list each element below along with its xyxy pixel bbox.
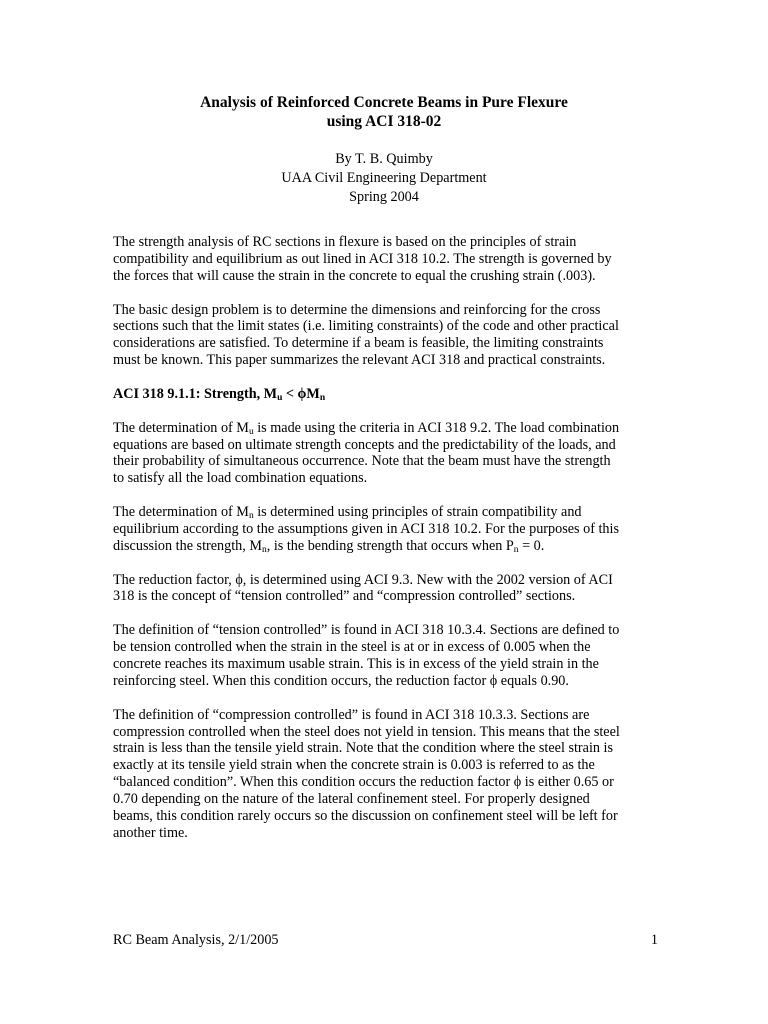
author: By T. B. Quimby (335, 151, 433, 167)
line: exactly at its tensile yield strain when the concrete strain is 0.003 is referred to as the (113, 757, 595, 774)
line: reinforcing steel. When this condition occurs, the reduction factor ϕ equals 0.90. (113, 672, 569, 689)
line: The reduction factor, ϕ, is determined using ACI 9.3. New with the 2002 version of ACI (113, 571, 613, 588)
line: concrete reaches its maximum usable strain. This is in excess of the yield strain in the (113, 656, 599, 672)
paragraph-reduction-factor (113, 572, 658, 606)
line-part: , is the bending strength that occurs when P (266, 537, 514, 554)
line: The strength analysis of RC sections in flexure is based on the principles of strain (113, 234, 577, 250)
paragraph-mn-determination (113, 504, 658, 555)
line: 318 is the concept of “tension controlled” and “compression controlled” sections. (113, 588, 576, 605)
line: The basic design problem is to determine the dimensions and reinforcing for the cross (113, 301, 601, 318)
line-part: is determined using principles of strain compatibility and (253, 504, 582, 521)
paragraph-compression-controlled (113, 707, 658, 842)
subscript: u (248, 426, 254, 437)
date: Spring 2004 (349, 188, 419, 205)
line: to satisfy all the load combination equations. (113, 470, 368, 487)
document-title (0, 93, 768, 131)
paragraph-mu-determination (113, 420, 658, 488)
title-line-2: using ACI 318-02 (326, 113, 442, 130)
line: must be known. This paper summarizes the relevant ACI 318 and practical constraints. (113, 352, 606, 369)
line: strain is less than the tensile yield strain. Note that the condition where the steel strain is (113, 740, 613, 757)
line-part: The determination of M (113, 419, 249, 436)
heading-operator: < ϕM (282, 385, 320, 402)
footer-title: RC Beam Analysis, 2/1/2005 (113, 932, 279, 948)
paragraph-design-problem (113, 302, 658, 370)
line: compatibility and equilibrium as out lined in ACI 318 10.2. The strength is governed by (113, 250, 612, 267)
line: The definition of “compression controlled” is found in ACI 318 10.3.3. Sections are (113, 706, 590, 723)
heading-text: ACI 318 9.1.1: Strength, M (113, 385, 278, 402)
paragraph-strength-analysis (113, 234, 658, 285)
subscript: n (261, 544, 267, 555)
page-footer (113, 932, 658, 949)
line: their probability of simultaneous occurrence. Note that the beam must have the strength (113, 453, 611, 470)
line-part: = 0. (518, 537, 545, 554)
line: sections such that the limit states (i.e. limiting constraints) of the code and other practical (113, 318, 619, 335)
line-part: is made using the criteria in ACI 318 9.2. The load combination (253, 419, 620, 436)
line: the forces that will cause the strain in the concrete to equal the crushing strain (.003). (113, 267, 596, 284)
document-body (113, 234, 658, 859)
subscript: u (277, 392, 283, 403)
line: another time. (113, 824, 188, 841)
byline (0, 150, 768, 206)
line: 0.70 depending on the nature of the lateral confinement steel. For properly designed (113, 791, 590, 808)
page-number: 1 (650, 932, 658, 948)
line-part: The determination of M (113, 504, 249, 521)
line: equilibrium according to the assumptions given in ACI 318 10.2. For the purposes of this (113, 520, 619, 537)
line: The definition of “tension controlled” is found in ACI 318 10.3.4. Sections are defined to (113, 622, 620, 639)
line: equations are based on ultimate strength concepts and the predictability of the loads, and (113, 436, 616, 453)
line: “balanced condition”. When this condition occurs the reduction factor ϕ is either 0.65 or (113, 774, 614, 791)
line: be tension controlled when the strain in the steel is at or in excess of 0.005 when the (113, 639, 591, 656)
line: considerations are satisfied. To determine if a beam is feasible, the limiting constraints (113, 335, 604, 352)
title-line-1: Analysis of Reinforced Concrete Beams in Pure Flexure (200, 94, 568, 111)
line: compression controlled when the steel does not yield in tension. This means that the steel (113, 723, 620, 740)
title-block (0, 93, 768, 206)
subscript: n (248, 511, 254, 522)
section-heading (113, 386, 658, 403)
line-part: discussion the strength, M (113, 537, 262, 554)
subscript: n (513, 544, 519, 555)
line: beams, this condition rarely occurs so the discussion on confinement steel will be left for (113, 808, 618, 825)
paragraph-tension-controlled (113, 622, 658, 690)
subscript: n (319, 392, 326, 403)
department: UAA Civil Engineering Department (281, 169, 487, 186)
